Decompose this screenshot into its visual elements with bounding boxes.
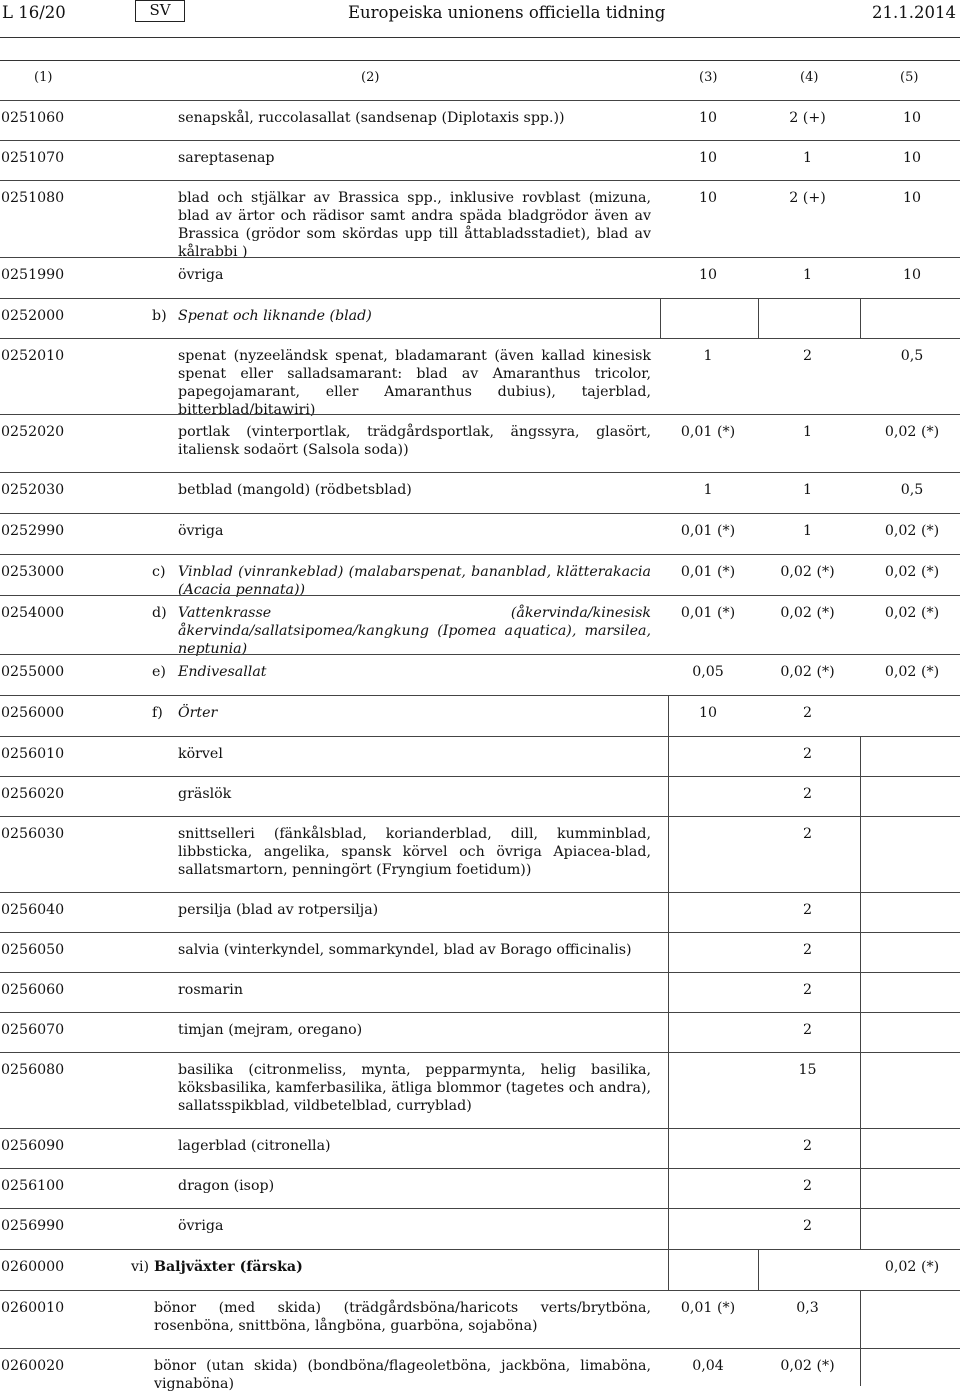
product-description: Endivesallat: [178, 664, 267, 680]
table-row: [0, 972, 960, 1013]
table-row: [0, 932, 960, 973]
product-code: 0255000: [1, 664, 65, 680]
mrl-value-col4: 2: [802, 746, 813, 762]
mrl-value-col3: 10: [698, 705, 718, 721]
table-row: [0, 414, 960, 473]
product-code: 0256990: [1, 1218, 65, 1234]
mrl-value-col3: 0,01 (*): [680, 1300, 736, 1316]
table-row: [0, 695, 960, 737]
table-row: [0, 513, 960, 555]
mrl-value-col5: 10: [902, 190, 922, 206]
mrl-value-col4: 2: [802, 786, 813, 802]
mrl-value-col4: 2: [802, 1178, 813, 1194]
mrl-value-col4: 2: [802, 826, 813, 842]
mrl-value-col3: 10: [698, 150, 718, 166]
product-code: 0252020: [1, 424, 65, 440]
table-cell-border: [660, 298, 661, 338]
product-description: timjan (mejram, oregano): [178, 1022, 363, 1038]
product-description: Spenat och liknande (blad): [178, 308, 372, 324]
product-code: 0251080: [1, 190, 65, 206]
product-description: Baljväxter (färska): [154, 1259, 303, 1275]
category-label: b): [152, 308, 167, 324]
table-row: [0, 257, 960, 299]
product-code: 0256090: [1, 1138, 65, 1154]
product-code: 0256040: [1, 902, 65, 918]
table-row: [0, 1249, 960, 1291]
mrl-value-col4: 2: [802, 1218, 813, 1234]
category-label: e): [152, 664, 166, 680]
mrl-value-col5: 0,02 (*): [884, 1259, 940, 1275]
mrl-value-col4: 1: [802, 523, 813, 539]
product-code: 0256060: [1, 982, 65, 998]
table-row: [0, 1128, 960, 1169]
category-label: vi): [131, 1259, 150, 1275]
product-code: 0252990: [1, 523, 65, 539]
table-row: [0, 472, 960, 514]
mrl-value-col5: 0,5: [900, 482, 924, 498]
publication-date: 21.1.2014: [872, 3, 956, 22]
product-code: 0260020: [1, 1358, 65, 1374]
mrl-value-col4: 1: [802, 482, 813, 498]
product-code: 0253000: [1, 564, 65, 580]
table-cell-border: [860, 1290, 861, 1386]
mrl-value-col4: 2: [802, 942, 813, 958]
product-description: salvia (vinterkyndel, sommarkyndel, blad av Borago officinalis): [178, 942, 632, 958]
mrl-value-col4: 0,02 (*): [780, 664, 835, 680]
mrl-value-col4: 1: [802, 424, 813, 440]
product-code: 0251990: [1, 267, 65, 283]
mrl-value-col5: 0,02 (*): [884, 523, 940, 539]
product-code: 0254000: [1, 605, 65, 621]
product-code: 0256080: [1, 1062, 65, 1078]
product-code: 0252030: [1, 482, 65, 498]
column-header-3: (3): [699, 70, 718, 85]
mrl-value-col4: 1: [802, 150, 813, 166]
mrl-value-col4: 2: [802, 348, 813, 364]
table-row: [0, 816, 960, 893]
product-description: blad och stjälkar av Brassica spp., inklusive rovblast (mizuna, blad av ärtor och rädisor samt andra späda bladgrödor även av Brassica (grödor som skördas upp till åttabladsstadiet), blad av kålrabbi ): [178, 190, 651, 260]
journal-title: Europeiska unionens officiella tidning: [348, 3, 666, 22]
table-row: [0, 180, 960, 258]
table-row: [0, 1208, 960, 1250]
product-code: 0251060: [1, 110, 65, 126]
product-code: 0256070: [1, 1022, 65, 1038]
product-description: övriga: [178, 523, 224, 539]
table-row: [0, 654, 960, 696]
table-row: [0, 776, 960, 817]
table-cell-border: [668, 695, 669, 1249]
product-description: spenat (nyzeeländsk spenat, bladamarant (även kallad kinesisk spenat eller salladsamarant: blad av Amaranthus tricolor, papegojamarant, eller Amaranthus dubius), tajerblad, bitterblad/bitawiri): [178, 348, 651, 418]
table-cell-border: [758, 298, 759, 338]
mrl-value-col5: 0,02 (*): [884, 605, 940, 621]
mrl-value-col4: 0,3: [796, 1300, 819, 1316]
table-row: [0, 736, 960, 777]
product-description: lagerblad (citronella): [178, 1138, 331, 1154]
table-row: [0, 1290, 960, 1349]
mrl-value-col4: 2: [802, 1022, 813, 1038]
product-description: dragon (isop): [178, 1178, 275, 1194]
category-label: c): [152, 564, 166, 580]
product-code: 0260000: [1, 1259, 65, 1275]
table-row: [0, 554, 960, 596]
mrl-value-col3: 0,05: [692, 664, 724, 680]
product-description: portlak (vinterportlak, trädgårdsportlak, ängssyra, glasört, italiensk sodaört (Salsola soda)): [178, 424, 651, 458]
mrl-value-col4: 2: [802, 1138, 813, 1154]
mrl-value-col3: 0,01 (*): [680, 564, 736, 580]
mrl-value-col4: 2: [802, 705, 813, 721]
product-code: 0256020: [1, 786, 65, 802]
product-code: 0251070: [1, 150, 65, 166]
product-description: bönor (med skida) (trädgårdsböna/haricots verts/brytböna, rosenböna, snittböna, långböna, guarböna, sojaböna): [154, 1300, 651, 1334]
product-code: 0256000: [1, 705, 65, 721]
product-description: persilja (blad av rotpersilja): [178, 902, 379, 918]
product-description: övriga: [178, 1218, 224, 1234]
product-description: Vattenkrasse (åkervinda/kinesisk åkervinda/sallatsipomea/kangkung (Ipomea aquatica), marsilea, neptunia): [178, 605, 651, 657]
table-row: [0, 595, 960, 655]
mrl-value-col4: 2 (+): [789, 110, 826, 126]
product-code: 0256050: [1, 942, 65, 958]
table-row: [0, 892, 960, 933]
column-header-4: (4): [800, 70, 819, 85]
mrl-value-col5: 0,02 (*): [884, 564, 940, 580]
table-row: [0, 1348, 960, 1392]
product-code: 0260010: [1, 1300, 65, 1316]
mrl-value-col3: 10: [698, 190, 718, 206]
language-badge: SV: [135, 0, 185, 22]
mrl-value-col3: 10: [698, 267, 718, 283]
mrl-value-col4: 2: [802, 982, 813, 998]
product-description: senapskål, ruccolasallat (sandsenap (Diplotaxis spp.)): [178, 110, 565, 126]
table-row: [0, 1052, 960, 1129]
product-description: Vinblad (vinrankeblad) (malabarspenat, bananblad, klätterakacia (Acacia pennata)): [178, 564, 651, 598]
product-description: Örter: [178, 705, 218, 721]
product-description: gräslök: [178, 786, 232, 802]
table-row: [0, 100, 960, 141]
mrl-value-col4: 0,02 (*): [780, 564, 835, 580]
mrl-value-col5: 0,5: [900, 348, 924, 364]
mrl-value-col5: 0,02 (*): [884, 424, 940, 440]
column-header-5: (5): [900, 70, 919, 85]
column-header-2: (2): [361, 70, 380, 85]
mrl-value-col3: 0,01 (*): [680, 605, 736, 621]
product-description: betblad (mangold) (rödbetsblad): [178, 482, 412, 498]
mrl-value-col3: 0,01 (*): [680, 523, 736, 539]
mrl-value-col5: 10: [902, 110, 922, 126]
page-reference: L 16/20: [2, 3, 66, 22]
table-cell-border: [668, 1249, 669, 1290]
mrl-value-col3: 0,01 (*): [680, 424, 736, 440]
mrl-value-col4: 1: [802, 267, 813, 283]
category-label: d): [152, 605, 167, 621]
product-code: 0256030: [1, 826, 65, 842]
mrl-value-col4: 15: [798, 1062, 817, 1078]
mrl-value-col3: 0,04: [692, 1358, 724, 1374]
table-row: [0, 140, 960, 181]
product-code: 0256100: [1, 1178, 65, 1194]
mrl-value-col5: 10: [902, 150, 922, 166]
product-code: 0252000: [1, 308, 65, 324]
mrl-value-col4: 0,02 (*): [780, 605, 835, 621]
mrl-value-col4: 2: [802, 902, 813, 918]
table-cell-border: [860, 736, 861, 1249]
product-description: rosmarin: [178, 982, 243, 998]
category-label: f): [152, 705, 163, 721]
mrl-value-col3: 10: [698, 110, 718, 126]
table-cell-border: [860, 298, 861, 338]
table-row: [0, 338, 960, 418]
product-description: bönor (utan skida) (bondböna/flageoletböna, jackböna, limaböna, vignaböna): [154, 1358, 651, 1392]
table-row: [0, 1012, 960, 1053]
mrl-value-col3: 1: [703, 482, 713, 498]
product-description: övriga: [178, 267, 224, 283]
product-code: 0256010: [1, 746, 65, 762]
table-cell-border: [758, 1249, 759, 1290]
product-description: sareptasenap: [178, 150, 275, 166]
mrl-value-col5: 0,02 (*): [884, 664, 940, 680]
mrl-value-col5: 10: [902, 267, 922, 283]
product-description: körvel: [178, 746, 223, 762]
product-description: basilika (citronmeliss, mynta, pepparmynta, helig basilika, köksbasilika, kamferbasilika, ätliga blommor (tagetes och andra), sallatsspikblad, vildbetelblad, curryblad): [178, 1062, 651, 1114]
column-header-1: (1): [34, 70, 53, 85]
mrl-value-col3: 1: [703, 348, 713, 364]
table-row: [0, 1168, 960, 1209]
mrl-value-col4: 0,02 (*): [780, 1358, 835, 1374]
table-row: [0, 298, 960, 339]
product-code: 0252010: [1, 348, 65, 364]
product-description: snittselleri (fänkålsblad, korianderblad, dill, kumminblad, libbsticka, angelika, spansk körvel och övriga Apiacea-blad, sallatsmartorn, penningört (Fryngium foetidum)): [178, 826, 651, 878]
mrl-value-col4: 2 (+): [789, 190, 826, 206]
